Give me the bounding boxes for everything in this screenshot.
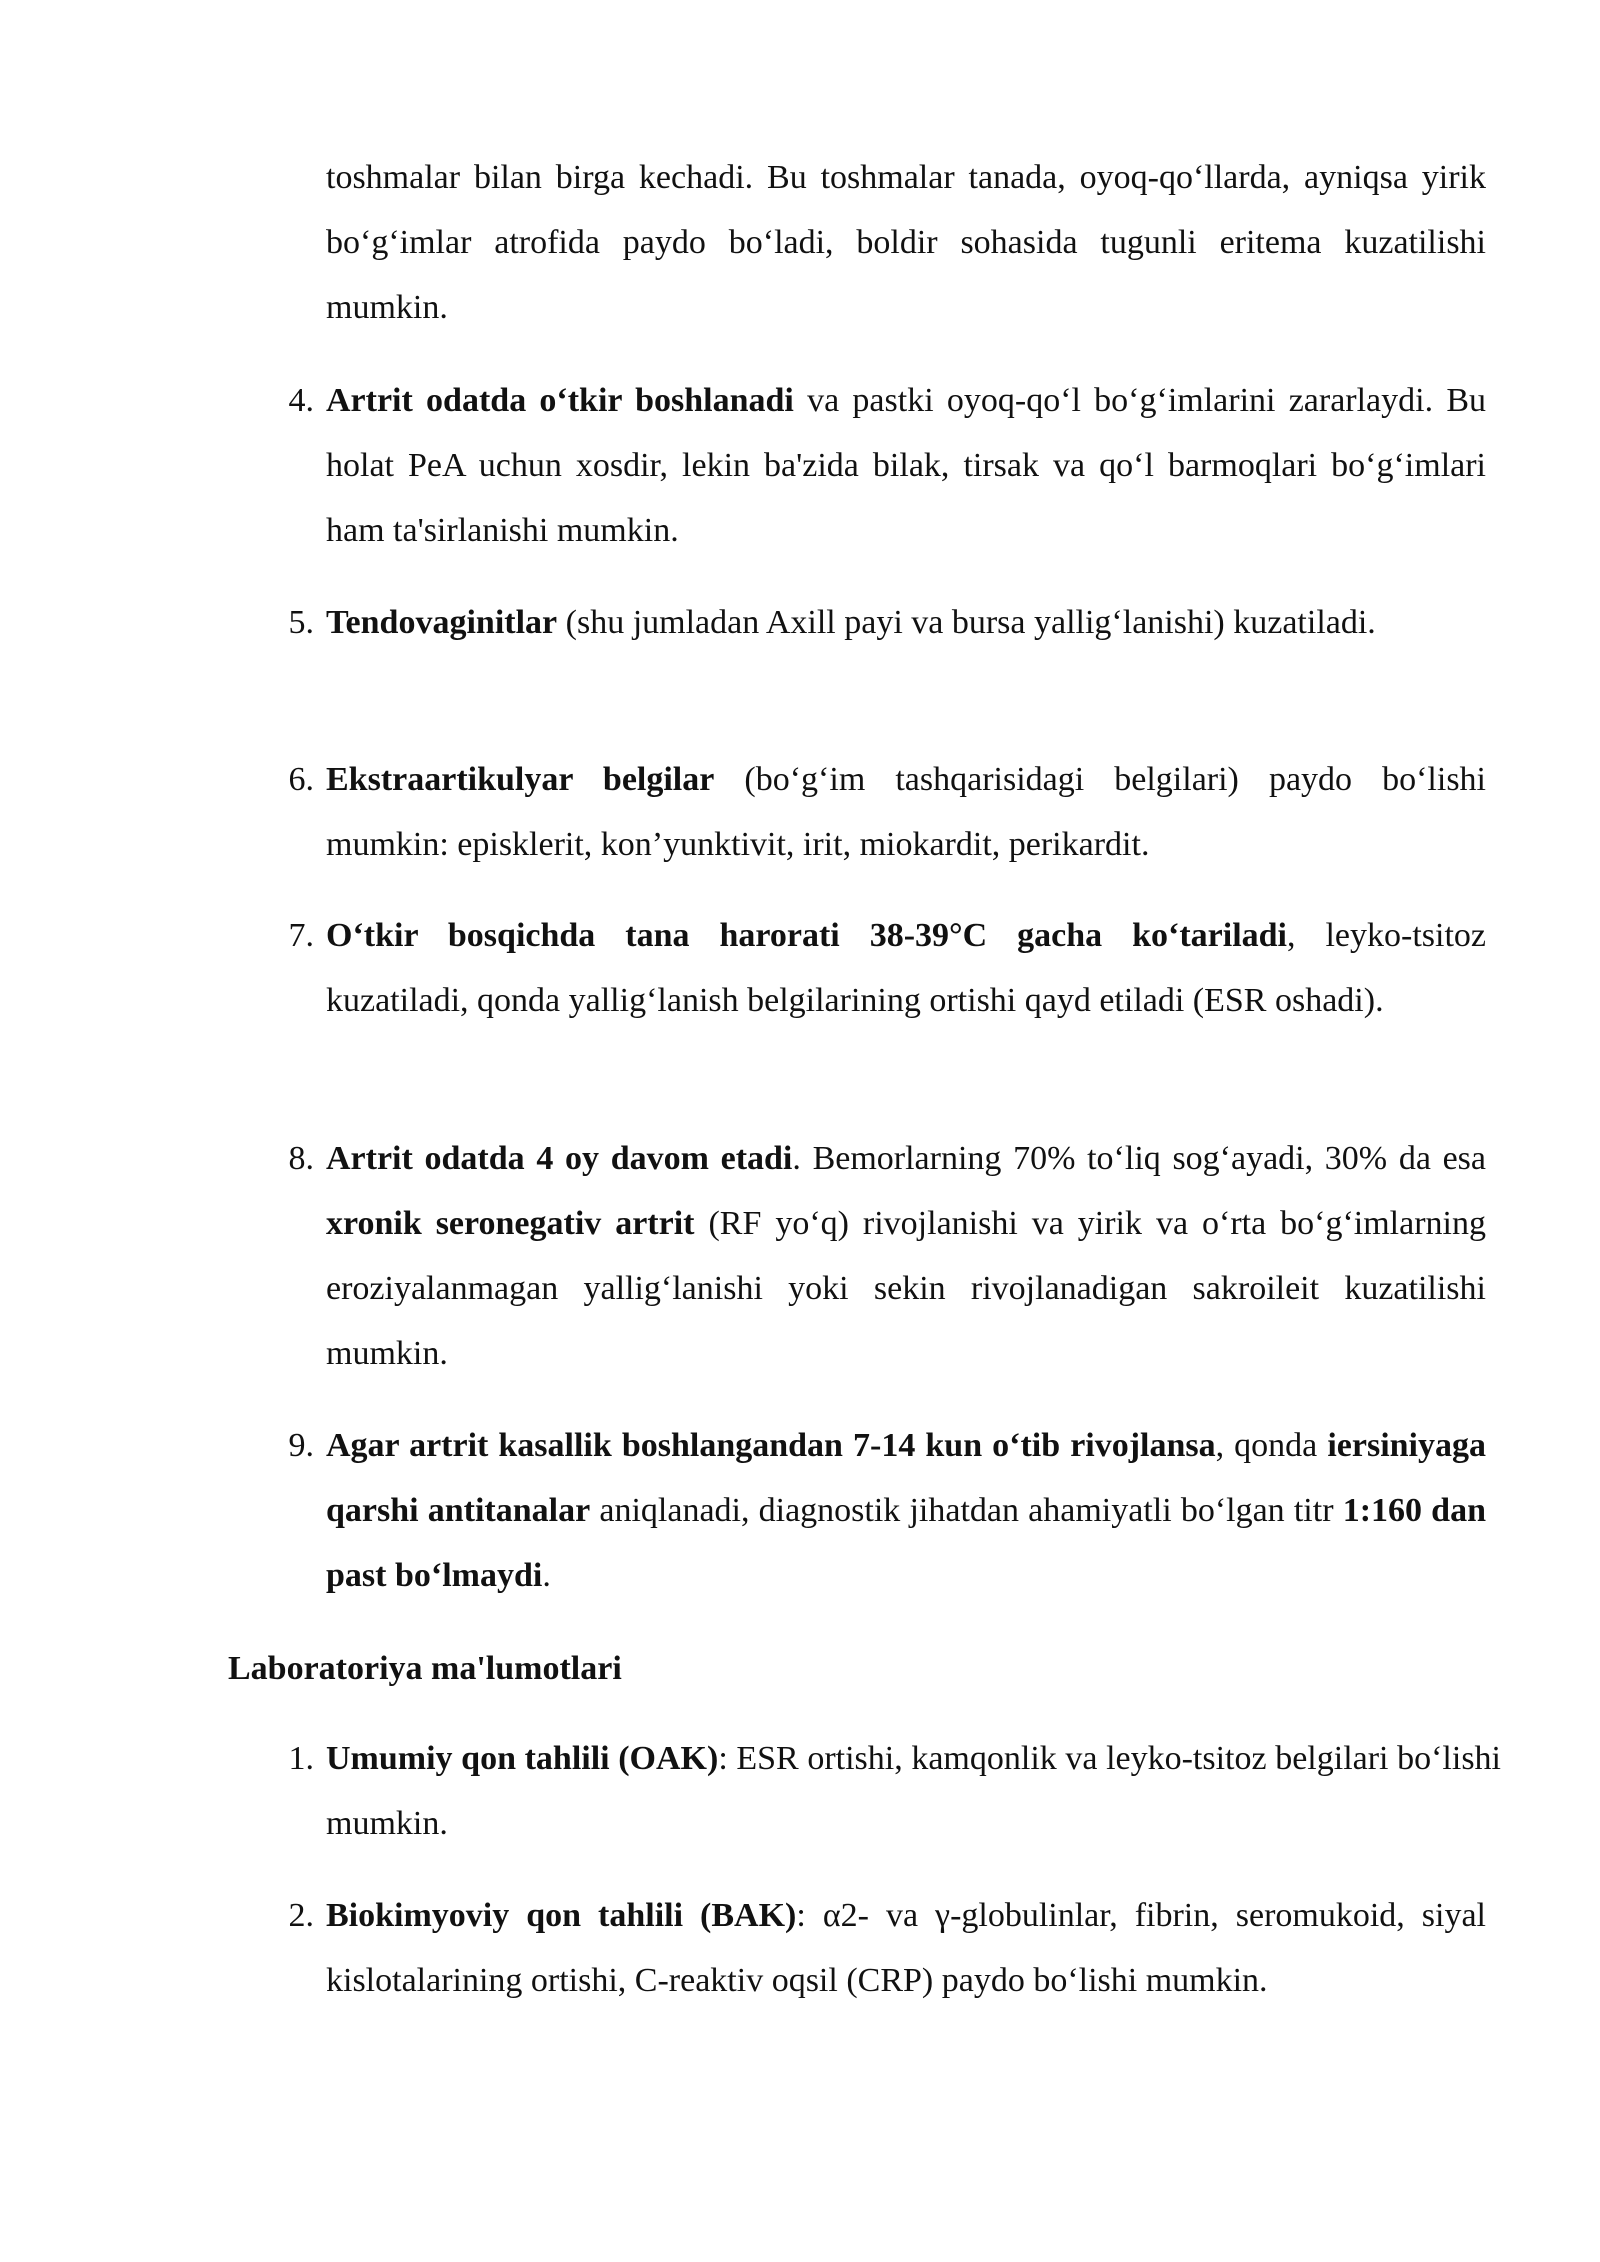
item-text: (shu jumladan Axill payi va bursa yallig‘lanishi) kuzatiladi. [557, 604, 1376, 641]
item-bold-text: Biokimyoviy qon tahlili (BAK) [326, 1897, 797, 1934]
list-number: 4. [288, 382, 314, 419]
section-heading: Laboratoriya ma'lumotlari [228, 1650, 622, 1687]
item-bold-text-2: iersiniyaga qarshi antitanalar [326, 1427, 1486, 1529]
item-text: . Bemorlarning 70% to‘liq sog‘ayadi, 30% da esa [792, 1140, 1487, 1177]
item-text: , leyko-tsitoz kuzatiladi, qonda yallig‘lanish belgilarining ortishi qayd etiladi (ESR oshadi). [326, 917, 1486, 1019]
list-item-7 [288, 903, 1486, 1033]
item-text-2: (RF yo‘q) rivojlanishi va yirik va o‘rta bo‘g‘imlarning eroziyalanmagan yallig‘lanishi yoki sekin rivojlanadigan sakroileit kuzatilishi mumkin. [326, 1205, 1486, 1372]
item-text: (bo‘g‘im tashqarisidagi belgilari) paydo bo‘lishi mumkin: episklerit, kon’yunktivit, irit, miokardit, perikardit. [326, 761, 1487, 863]
list-number: 2. [288, 1897, 314, 1934]
intro-text: toshmalar bilan birga kechadi. Bu toshmalar tanada, oyoq-qo‘llarda, ayniqsa yirik bo‘g‘imlar atrofida paydo bo‘ladi, boldir sohasida tugunli eritema kuzatilishi mumkin. [326, 159, 1486, 326]
list-number: 9. [288, 1427, 314, 1464]
item-text: : ESR ortishi, kamqonlik va leyko-tsitoz belgilari bo‘lishi mumkin. [326, 1740, 1501, 1842]
item-bold-text-2: xronik seronegativ artrit [326, 1205, 695, 1242]
list-number: 6. [288, 761, 314, 798]
item-bold-text: Umumiy qon tahlili (OAK) [326, 1740, 719, 1777]
list-item-lab-2 [288, 1883, 1486, 2013]
item-text: , qonda [1215, 1427, 1328, 1464]
list-item-5 [288, 590, 1486, 655]
intro-paragraph [326, 145, 1486, 340]
list-item-8 [288, 1126, 1487, 1386]
list-item-9 [288, 1413, 1486, 1608]
item-bold-text: Artrit odatda 4 oy davom etadi [326, 1140, 793, 1177]
item-text: va pastki oyoq-qo‘l bo‘g‘imlarini zararlaydi. Bu holat PeA uchun xosdir, lekin ba'zida bilak, tirsak va qo‘l barmoqlari bo‘g‘imlari ham ta'sirlanishi mumkin. [326, 382, 1486, 549]
item-bold-text-3: 1:160 dan past bo‘lmaydi [326, 1492, 1486, 1594]
item-bold-text: Agar artrit kasallik boshlangandan 7-14 kun o‘tib rivojlansa [326, 1427, 1216, 1464]
list-number: 8. [288, 1140, 314, 1177]
item-bold-text: Artrit odatda o‘tkir boshlanadi [326, 382, 794, 419]
list-item-lab-1 [288, 1726, 1501, 1856]
item-text-2: aniqlanadi, diagnostik jihatdan ahamiyatli bo‘lgan titr [590, 1492, 1343, 1529]
item-text: : α2- va γ-globulinlar, fibrin, seromukoid, siyal kislotalarining ortishi, C-reaktiv oqsil (CRP) paydo bo‘lishi mumkin. [326, 1897, 1486, 1999]
item-text-3: . [542, 1557, 551, 1594]
list-number: 7. [288, 917, 314, 954]
item-bold-text: Ekstraartikulyar belgilar [326, 761, 715, 798]
item-bold-text: O‘tkir bosqichda tana harorati 38-39°C gacha ko‘tariladi [326, 917, 1287, 954]
list-number: 5. [288, 604, 314, 641]
list-item-6 [288, 747, 1487, 877]
list-number: 1. [288, 1740, 314, 1777]
list-item-4 [288, 368, 1486, 563]
item-bold-text: Tendovaginitlar [326, 604, 558, 641]
